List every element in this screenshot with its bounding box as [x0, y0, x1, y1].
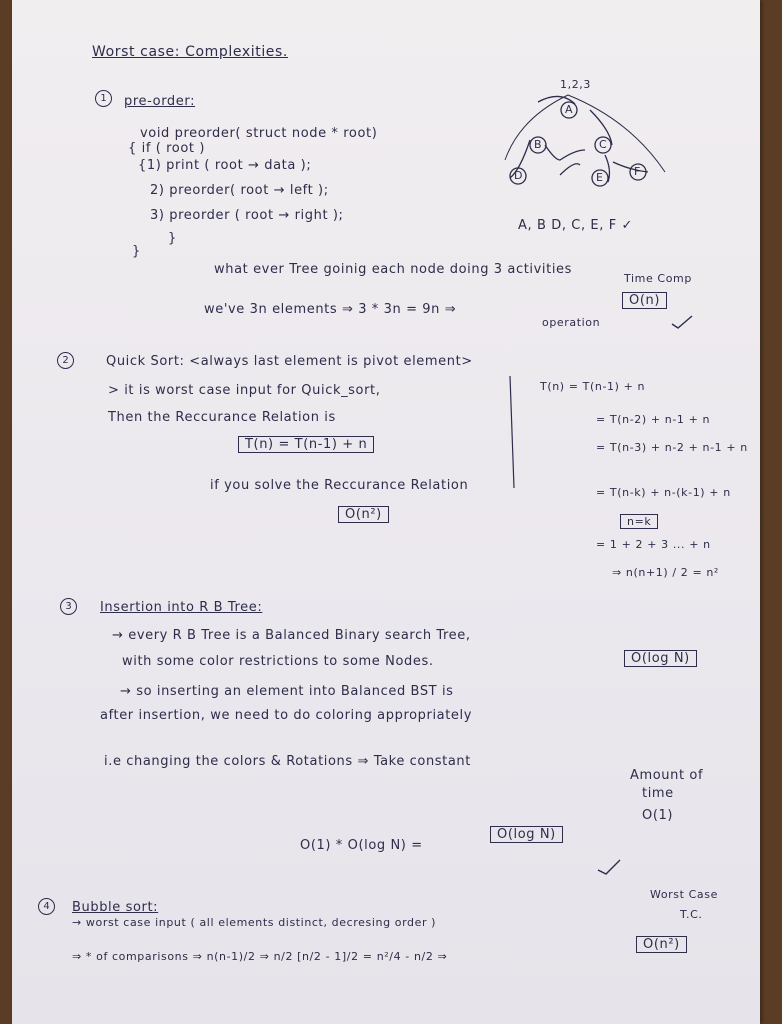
rb-tree-line-5: i.e changing the colors & Rotations ⇒ Take constant	[104, 754, 471, 769]
quick-sort-line-2: Then the Reccurance Relation is	[108, 410, 336, 425]
code-line-4: 2) preorder( root → left );	[150, 183, 329, 198]
bubble-sort-complexity: O(n²)	[636, 936, 687, 953]
rb-tree-line-8: O(1)	[642, 808, 674, 823]
code-line-1: void preorder( struct node * root)	[140, 126, 378, 141]
operation-label: operation	[542, 316, 601, 329]
recurrence-step-4: = T(n-k) + n-(k-1) + n	[596, 486, 731, 499]
code-line-2: { if ( root )	[128, 141, 205, 156]
rb-tree-final-expr: O(1) * O(log N) =	[300, 838, 423, 853]
recurrence-step-2: = T(n-2) + n-1 + n	[596, 413, 711, 426]
section-3-number: 3	[60, 598, 77, 615]
section-3-title: Insertion into R B Tree:	[100, 600, 263, 615]
tree-node-c: C	[599, 138, 608, 151]
recurrence-step-7: ⇒ n(n+1) / 2 = n²	[612, 566, 719, 579]
recurrence-step-3: = T(n-3) + n-2 + n-1 + n	[596, 441, 748, 454]
code-line-5: 3) preorder ( root → right );	[150, 208, 344, 223]
code-line-6: }	[168, 231, 177, 246]
traversal-result: A, B D, C, E, F ✓	[518, 218, 634, 233]
rb-tree-complexity: O(log N)	[490, 826, 563, 843]
section-4-number: 4	[38, 898, 55, 915]
tree-node-b: B	[534, 138, 543, 151]
recurrence-step-5: n=k	[620, 514, 658, 529]
tree-order-label: 1,2,3	[560, 78, 591, 91]
rb-tree-line-3: → so inserting an element into Balanced BST is	[120, 684, 454, 699]
preorder-complexity: O(n)	[622, 292, 667, 309]
tree-node-e: E	[596, 171, 604, 184]
rb-tree-line-4: after insertion, we need to do coloring appropriately	[100, 708, 473, 723]
tree-node-d: D	[514, 169, 524, 182]
tc-label: T.C.	[680, 908, 703, 921]
quick-sort-line-3: if you solve the Reccurance Relation	[210, 478, 469, 493]
section-1-title: pre-order:	[124, 94, 196, 109]
rb-tree-line-6: Amount of	[630, 768, 704, 783]
tree-node-a: A	[565, 103, 574, 116]
recurrence-relation: T(n) = T(n-1) + n	[238, 436, 374, 453]
bubble-line-1: → worst case input ( all elements distinct, decresing order )	[72, 916, 437, 929]
activities-line: what ever Tree goinig each node doing 3 activities	[214, 262, 573, 277]
section-4-title: Bubble sort:	[72, 900, 159, 915]
rb-tree-line-1: → every R B Tree is a Balanced Binary search Tree,	[112, 628, 471, 643]
tree-node-f: F	[634, 165, 641, 178]
bst-insert-complexity: O(log N)	[624, 650, 697, 667]
code-line-7: }	[132, 244, 141, 259]
recurrence-step-1: T(n) = T(n-1) + n	[540, 380, 646, 393]
section-2-title: Quick Sort: <always last element is pivot element>	[106, 354, 473, 369]
worst-case-label: Worst Case	[650, 888, 718, 901]
section-1-number: 1	[95, 90, 112, 107]
page-heading: Worst case: Complexities.	[92, 44, 288, 60]
section-2-number: 2	[57, 352, 74, 369]
rb-tree-line-2: with some color restrictions to some Nodes.	[122, 654, 434, 669]
quick-sort-complexity: O(n²)	[338, 506, 389, 523]
code-line-3: {1) print ( root → data );	[138, 158, 312, 173]
elements-line: we've 3n elements ⇒ 3 * 3n = 9n ⇒	[204, 302, 457, 317]
quick-sort-line-1: > it is worst case input for Quick_sort,	[108, 383, 381, 398]
bubble-line-2: ⇒ * of comparisons ⇒ n(n-1)/2 ⇒ n/2 [n/2 - 1]/2 = n²/4 - n/2 ⇒	[72, 950, 448, 963]
time-comp-label: Time Comp	[624, 272, 692, 285]
rb-tree-line-7: time	[642, 786, 674, 801]
recurrence-step-6: = 1 + 2 + 3 ... + n	[596, 538, 711, 551]
